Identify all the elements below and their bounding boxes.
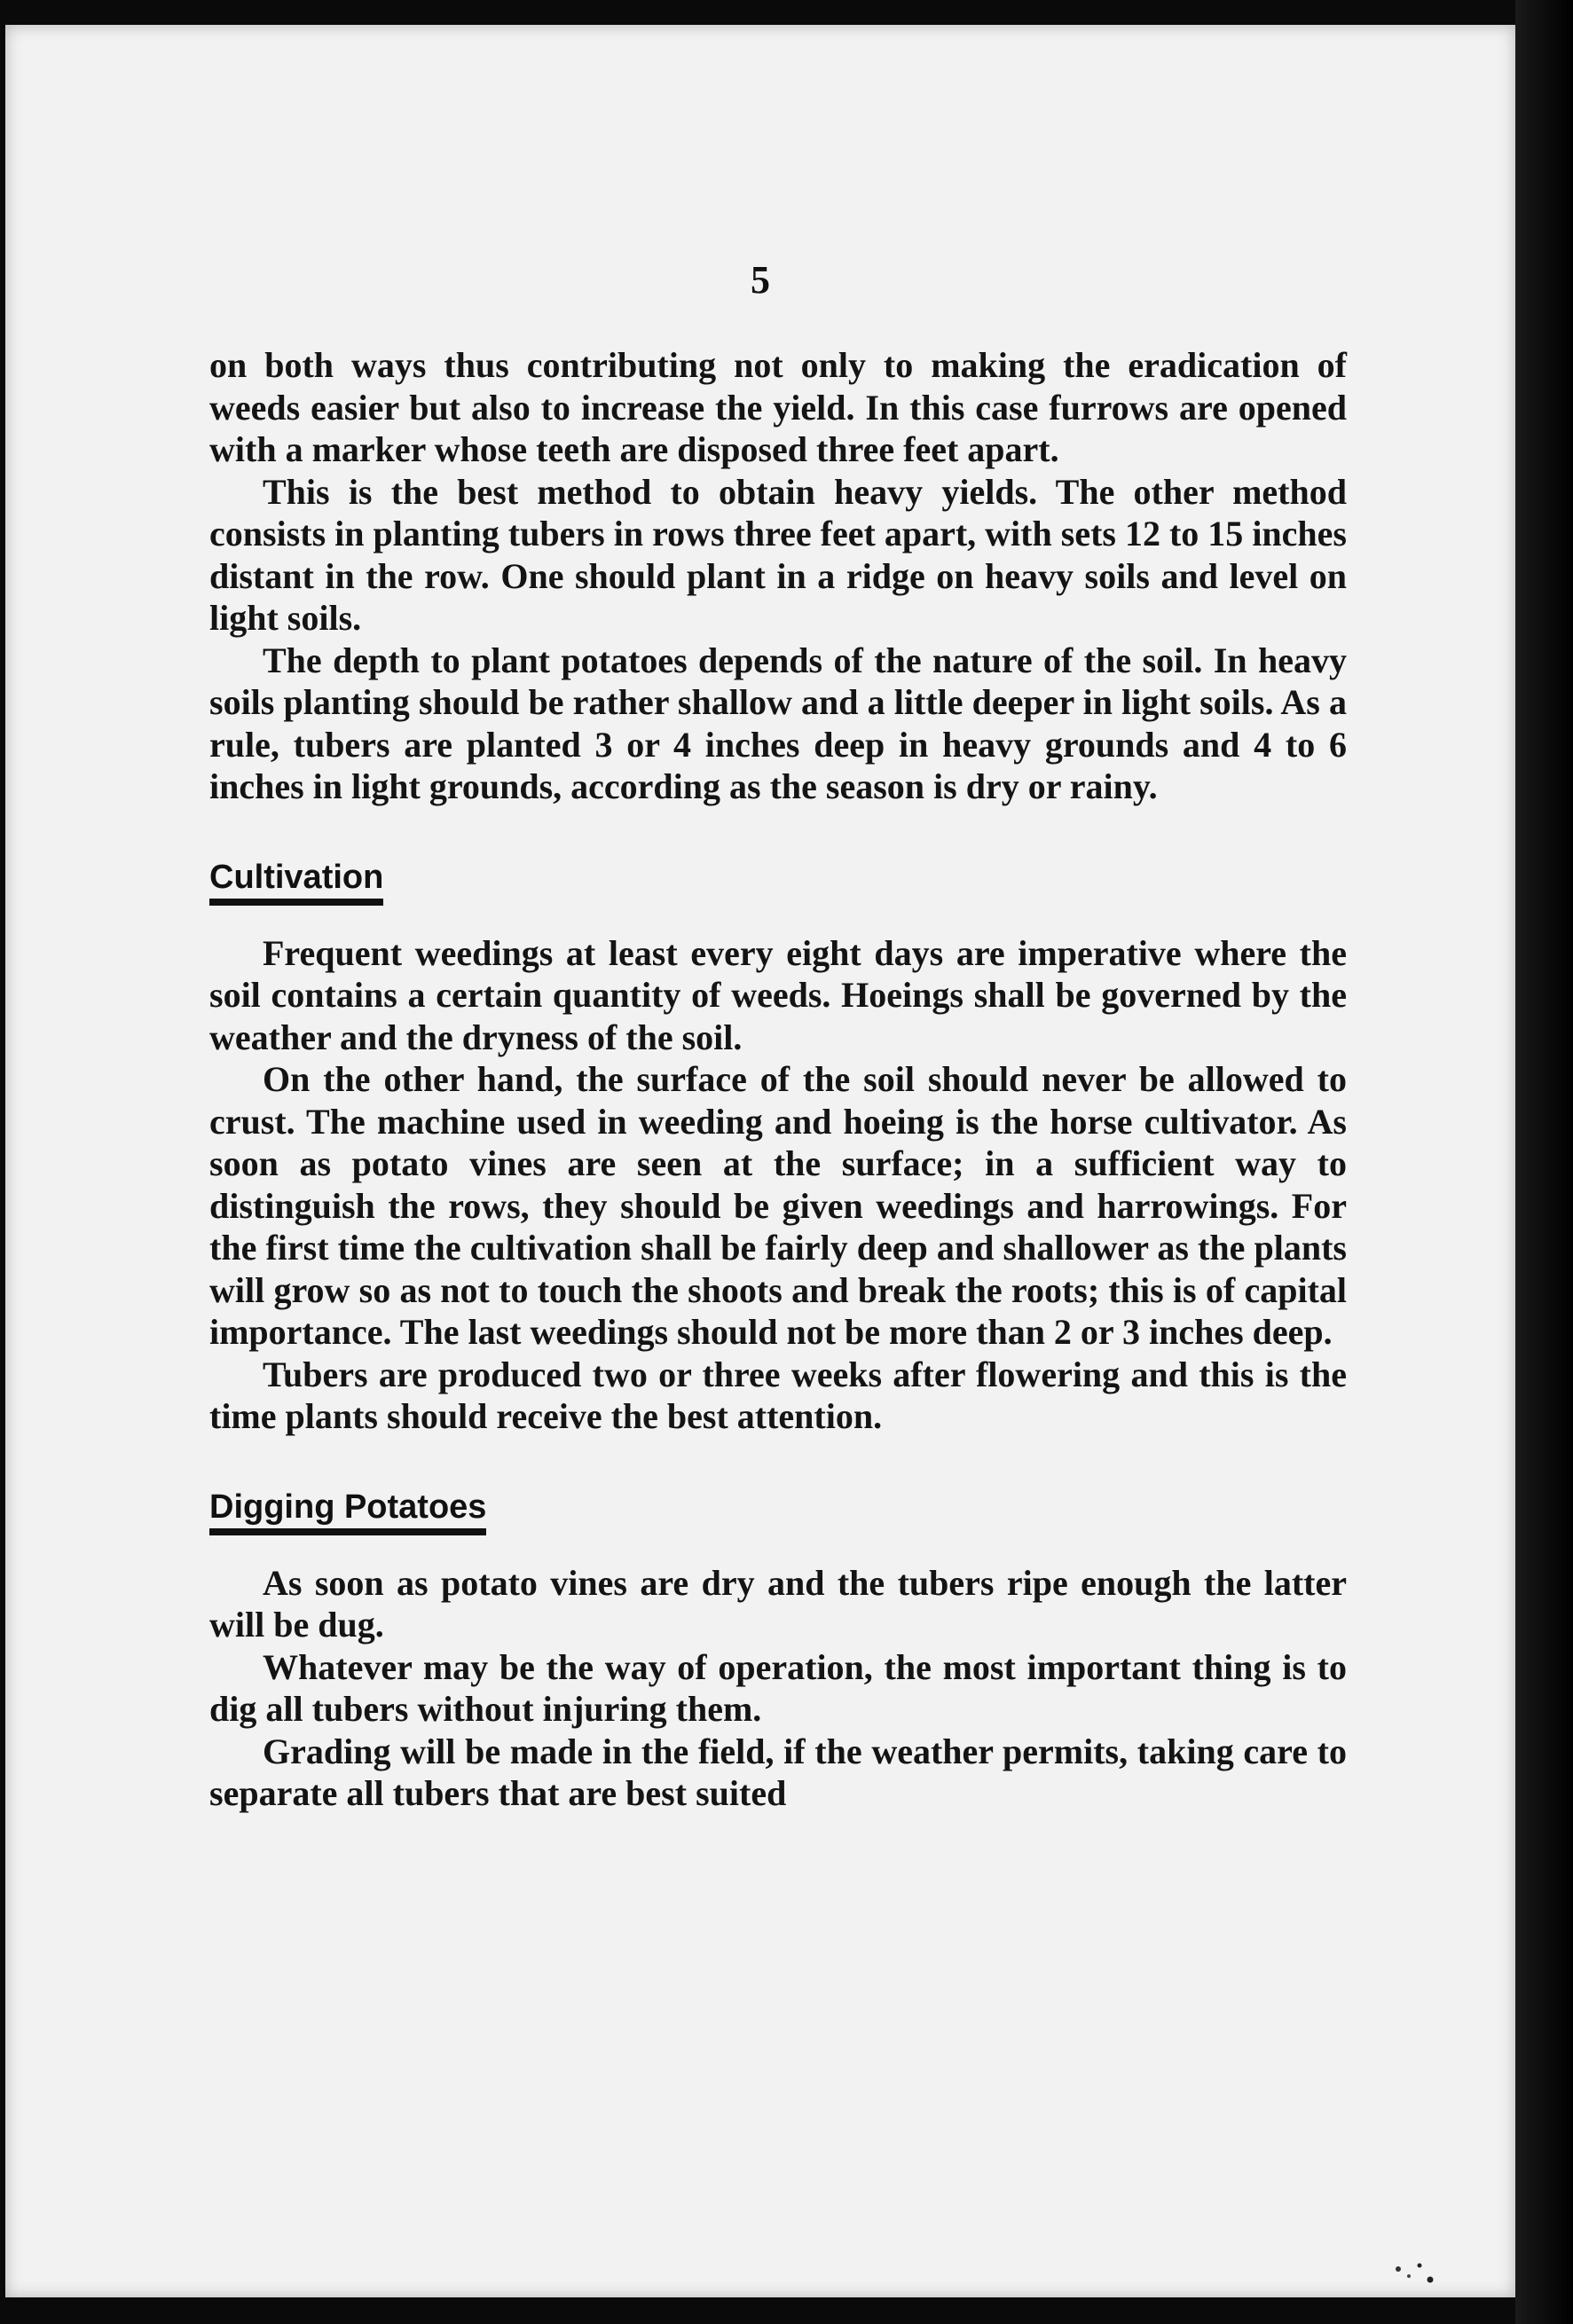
paragraph: The depth to plant potatoes depends of the nature of the soil. In heavy soils planting should be rather shallow and a little deeper in light soils. As a rule, tubers are planted 3 or 4 inches deep in heavy grounds and 4 to 6 inches in light grounds, according as the season is dry or rainy. — [209, 640, 1347, 806]
paragraph: on both ways thus contributing not only to making the eradication of weeds easier but also to increase the yield. In this case furrows are opened with a marker whose teeth are disposed three feet apart. — [209, 345, 1347, 469]
paragraph: As soon as potato vines are dry and the tubers ripe enough the latter will be dug. — [209, 1562, 1347, 1645]
paragraph: On the other hand, the surface of the soil should never be allowed to crust. The machine used in weeding and hoeing is the horse cultivator. As soon as potato vines are seen at the surface; in a sufficient way to distinguish the rows, they should be given weedings and harrowings. For the first time the cultivation shall be fairly deep and shallower as the plants will grow so as not to touch the shoots and break the roots; this is of capital importance. The last weedings should not be more than 2 or 3 inches deep. — [209, 1059, 1347, 1352]
document-page — [5, 25, 1515, 2297]
paragraph: Grading will be made in the field, if the weather permits, taking care to separate all tubers that are best suited — [209, 1731, 1347, 1813]
paragraph: Frequent weedings at least every eight days are imperative where the soil contains a certain quantity of weeds. Hoeings shall be governed by the weather and the dryness of the soil. — [209, 932, 1347, 1057]
section-heading-cultivation: Cultivation — [209, 858, 383, 906]
page-number: 5 — [751, 258, 770, 302]
scan-specks-decoration — [1389, 2234, 1443, 2287]
paragraph: Whatever may be the way of operation, the most important thing is to dig all tubers without injuring them. — [209, 1646, 1347, 1729]
paragraph: This is the best method to obtain heavy yields. The other method consists in planting tubers in rows three feet apart, with sets 12 to 15 inches distant in the row. One should plant in a ridge on heavy soils and level on light soils. — [209, 471, 1347, 638]
section-heading-digging-potatoes: Digging Potatoes — [209, 1488, 486, 1535]
scan-border — [1515, 0, 1573, 2324]
page-body — [209, 344, 1347, 1815]
paragraph: Tubers are produced two or three weeks after flowering and this is the time plants should receive the best attention. — [209, 1354, 1347, 1436]
